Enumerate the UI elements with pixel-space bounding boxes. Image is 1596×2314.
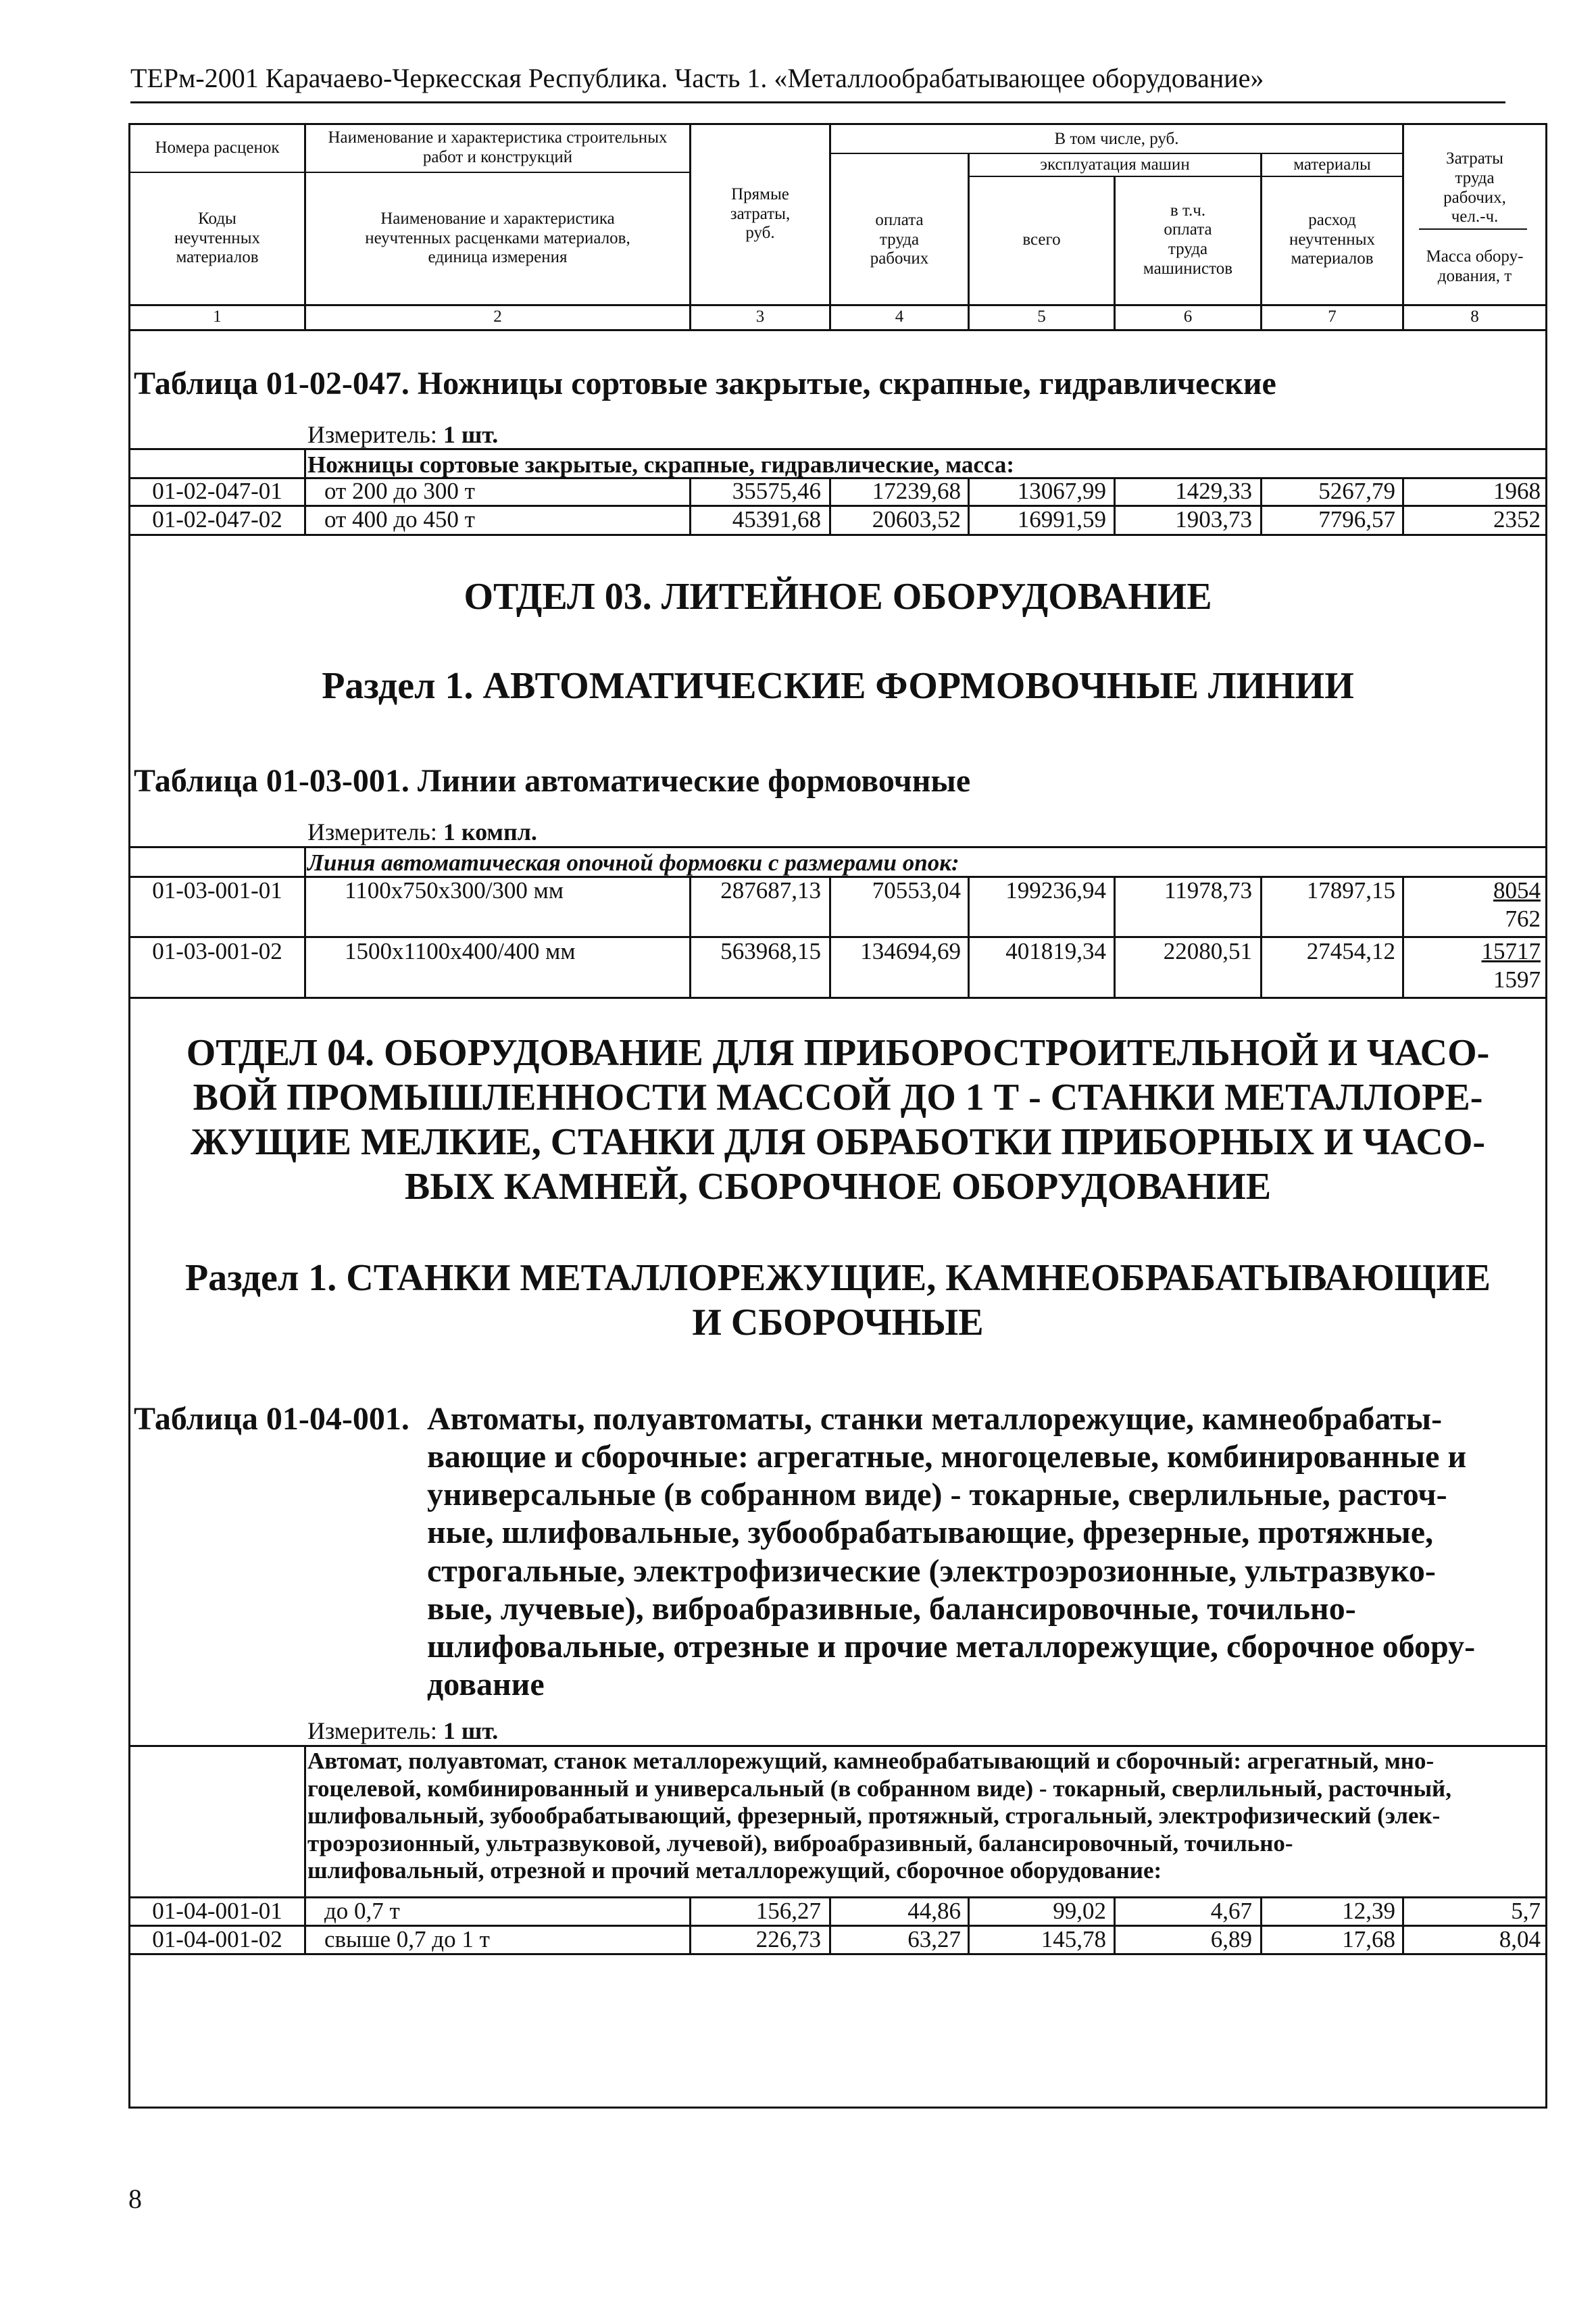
header-fraction-rule (1419, 228, 1527, 230)
materials-cost: 5267,79 (1318, 478, 1395, 504)
direct-costs: 156,27 (755, 1898, 821, 1924)
materials-cost: 17,68 (1342, 1926, 1395, 1952)
table3-unit: Измеритель: 1 шт. (307, 1717, 499, 1744)
column-number: 7 (1328, 307, 1337, 326)
column-number: 8 (1470, 307, 1479, 326)
equipment-mass: 1597 (1493, 966, 1541, 993)
table2-group-label: Линия автоматическая опочной формовки с размерами опок: (307, 850, 959, 876)
table3-divider (304, 1746, 306, 1953)
worker-pay: 44,86 (907, 1898, 961, 1924)
header-materials: материалы (1293, 155, 1371, 174)
rate-code: 01-04-001-02 (152, 1926, 282, 1952)
machines-total: 199236,94 (1005, 877, 1106, 904)
header-machine-operation: эксплуатация машин (1040, 155, 1190, 174)
column-number: 1 (213, 307, 222, 326)
worker-pay: 20603,52 (872, 506, 961, 533)
materials-cost: 12,39 (1342, 1898, 1395, 1924)
rate-name: 1500x1100x400/400 мм (345, 938, 576, 964)
worker-pay: 70553,04 (872, 877, 961, 904)
header-codes: Коды неучтенных материалов (174, 209, 260, 267)
column-number: 2 (493, 307, 502, 326)
table2-divider (304, 847, 306, 997)
labor-costs: 15717 (1481, 938, 1541, 964)
table2-rule (128, 997, 1547, 999)
table3-rule (128, 1953, 1547, 1955)
machines-total: 99,02 (1053, 1898, 1106, 1924)
rate-code: 01-02-047-02 (152, 506, 282, 533)
page-number: 8 (128, 2184, 142, 2214)
direct-costs: 287687,13 (720, 877, 821, 904)
machines-total: 401819,34 (1005, 938, 1106, 964)
direct-costs: 226,73 (755, 1926, 821, 1952)
header-rule-left (128, 172, 691, 173)
table3-group-label: Автомат, полуавтомат, станок металлорежущий, камнеобрабатывающий и сборочный: агрегатный, мно- гоцелевой, комбинированный и универсальный (в собранном виде) - токарный, сверлильный, расточный, шлифовальный, зубообрабатывающий, фрезерный, протяжный, строгальный, электрофизический (элек- троэрозионный, ультразвуковой, лучевой), виброабразивный, балансировочный, точильно- шлифовальный, отрезной и прочий металлорежущий, сборочное оборудование: (307, 1748, 1451, 1884)
dept04-title: ОТДЕЛ 04. ОБОРУДОВАНИЕ ДЛЯ ПРИБОРОСТРОИТЕЛЬНОЙ И ЧАСО- ВОЙ ПРОМЫШЛЕННОСТИ МАССОЙ ДО 1 Т - СТАНКИ МЕТАЛЛОРЕ- ЖУЩИЕ МЕЛКИЕ, СТАНКИ ДЛЯ ОБРАБОТКИ ПРИБОРНЫХ И ЧАСО- ВЫХ КАМНЕЙ, СБОРОЧНОЕ ОБОРУДОВАНИЕ (186, 1032, 1490, 1208)
machines-total: 145,78 (1041, 1926, 1106, 1952)
rate-name: свыше 0,7 до 1 т (324, 1926, 490, 1952)
materials-cost: 7796,57 (1318, 506, 1395, 533)
direct-costs: 35575,46 (732, 478, 821, 504)
machinist-pay: 4,67 (1210, 1898, 1252, 1924)
header-rule (130, 101, 1505, 103)
table1-group-label: Ножницы сортовые закрытые, скрапные, гидравлические, масса: (307, 451, 1015, 478)
rate-name: от 200 до 300 т (324, 478, 475, 504)
worker-pay: 17239,68 (872, 478, 961, 504)
machines-total: 16991,59 (1017, 506, 1106, 533)
column-number: 6 (1183, 307, 1193, 326)
header-worker-pay: оплата труда рабочих (870, 210, 929, 268)
rate-code: 01-02-047-01 (152, 478, 282, 504)
worker-pay: 134694,69 (860, 938, 961, 964)
table1-divider (304, 449, 306, 534)
direct-costs: 563968,15 (720, 938, 821, 964)
labor-costs: 2352 (1493, 506, 1541, 533)
rate-name: до 0,7 т (324, 1898, 400, 1924)
materials-cost: 17897,15 (1306, 877, 1395, 904)
header-unaccounted-materials: расход неучтенных материалов (1289, 210, 1375, 268)
machinist-pay: 11978,73 (1164, 877, 1252, 904)
labor-costs: 1968 (1493, 478, 1541, 504)
table2-unit: Измеритель: 1 компл. (307, 818, 537, 845)
machinist-pay: 1903,73 (1175, 506, 1252, 533)
materials-cost: 27454,12 (1306, 938, 1395, 964)
column-number: 3 (755, 307, 765, 326)
page-header: ТЕРм-2001 Карачаево-Черкесская Республика. Часть 1. «Металлообрабатывающее оборудование» (130, 63, 1264, 93)
header-equipment-mass: Масса обору- дования, т (1426, 247, 1524, 285)
header-machinist-pay: в т.ч. оплата труда машинистов (1143, 201, 1233, 278)
labor-costs: 8,04 (1499, 1926, 1541, 1952)
table1-title: Таблица 01-02-047. Ножницы сортовые закрытые, скрапные, гидравлические (134, 366, 1276, 401)
machinist-pay: 1429,33 (1175, 478, 1252, 504)
header-direct-costs: Прямые затраты, руб. (730, 184, 791, 243)
rate-name: 1100x750x300/300 мм (345, 877, 564, 904)
header-labor-costs: Затраты труда рабочих, чел.-ч. (1443, 149, 1506, 226)
dept03-section: Раздел 1. АВТОМАТИЧЕСКИЕ ФОРМОВОЧНЫЕ ЛИНИИ (322, 665, 1354, 707)
direct-costs: 45391,68 (732, 506, 821, 533)
machines-total: 13067,99 (1017, 478, 1106, 504)
equipment-mass: 762 (1505, 906, 1541, 932)
column-number: 4 (895, 307, 904, 326)
table1-unit: Измеритель: 1 шт. (307, 421, 499, 448)
labor-costs: 5,7 (1511, 1898, 1541, 1924)
table3-title-body: Автоматы, полуавтоматы, станки металлорежущие, камнеобрабаты- вающие и сборочные: агрегатные, многоцелевые, комбинированные и универсальные (в собранном виде) - токарные, сверлильные, расточ- ные, шлифовальные, зубообрабатывающие, фрезерные, протяжные, строгальные, электрофизические (электроэрозионные, ультразвуко- вые, лучевые), виброабразивные, балансировочные, точильно- шлифовальные, отрезные и прочие металлорежущие, сборочное обору- дование (427, 1401, 1476, 1703)
rate-name: от 400 до 450 т (324, 506, 475, 533)
rate-code: 01-03-001-02 (152, 938, 282, 964)
table3-rule (128, 1745, 1547, 1747)
worker-pay: 63,27 (907, 1926, 961, 1952)
table2-title: Таблица 01-03-001. Линии автоматические формовочные (134, 763, 971, 799)
table1-rule (128, 534, 1547, 536)
labor-costs: 8054 (1493, 877, 1541, 904)
rate-code: 01-04-001-01 (152, 1898, 282, 1924)
dept04-section: Раздел 1. СТАНКИ МЕТАЛЛОРЕЖУЩИЕ, КАМНЕОБРАБАТЫВАЮЩИЕ И СБОРОЧНЫЕ (184, 1257, 1491, 1344)
table1-rule (128, 448, 1547, 450)
column-number: 5 (1037, 307, 1046, 326)
header-work-name: Наименование и характеристика строительных работ и конструкций (328, 128, 668, 166)
machinist-pay: 6,89 (1210, 1926, 1252, 1952)
dept03-title: ОТДЕЛ 03. ЛИТЕЙНОЕ ОБОРУДОВАНИЕ (464, 576, 1212, 618)
header-machines-total: всего (1022, 230, 1061, 249)
header-materials-name: Наименование и характеристика неучтенных расценками материалов, единица измерения (365, 209, 630, 267)
header-including: В том числе, руб. (1054, 129, 1179, 148)
table3-title-prefix: Таблица 01-04-001. (134, 1401, 409, 1437)
table2-rule (128, 846, 1547, 848)
header-rate-numbers: Номера расценок (155, 138, 280, 157)
header-rule-bottom (128, 329, 1547, 331)
machinist-pay: 22080,51 (1163, 938, 1252, 964)
rate-code: 01-03-001-01 (152, 877, 282, 904)
